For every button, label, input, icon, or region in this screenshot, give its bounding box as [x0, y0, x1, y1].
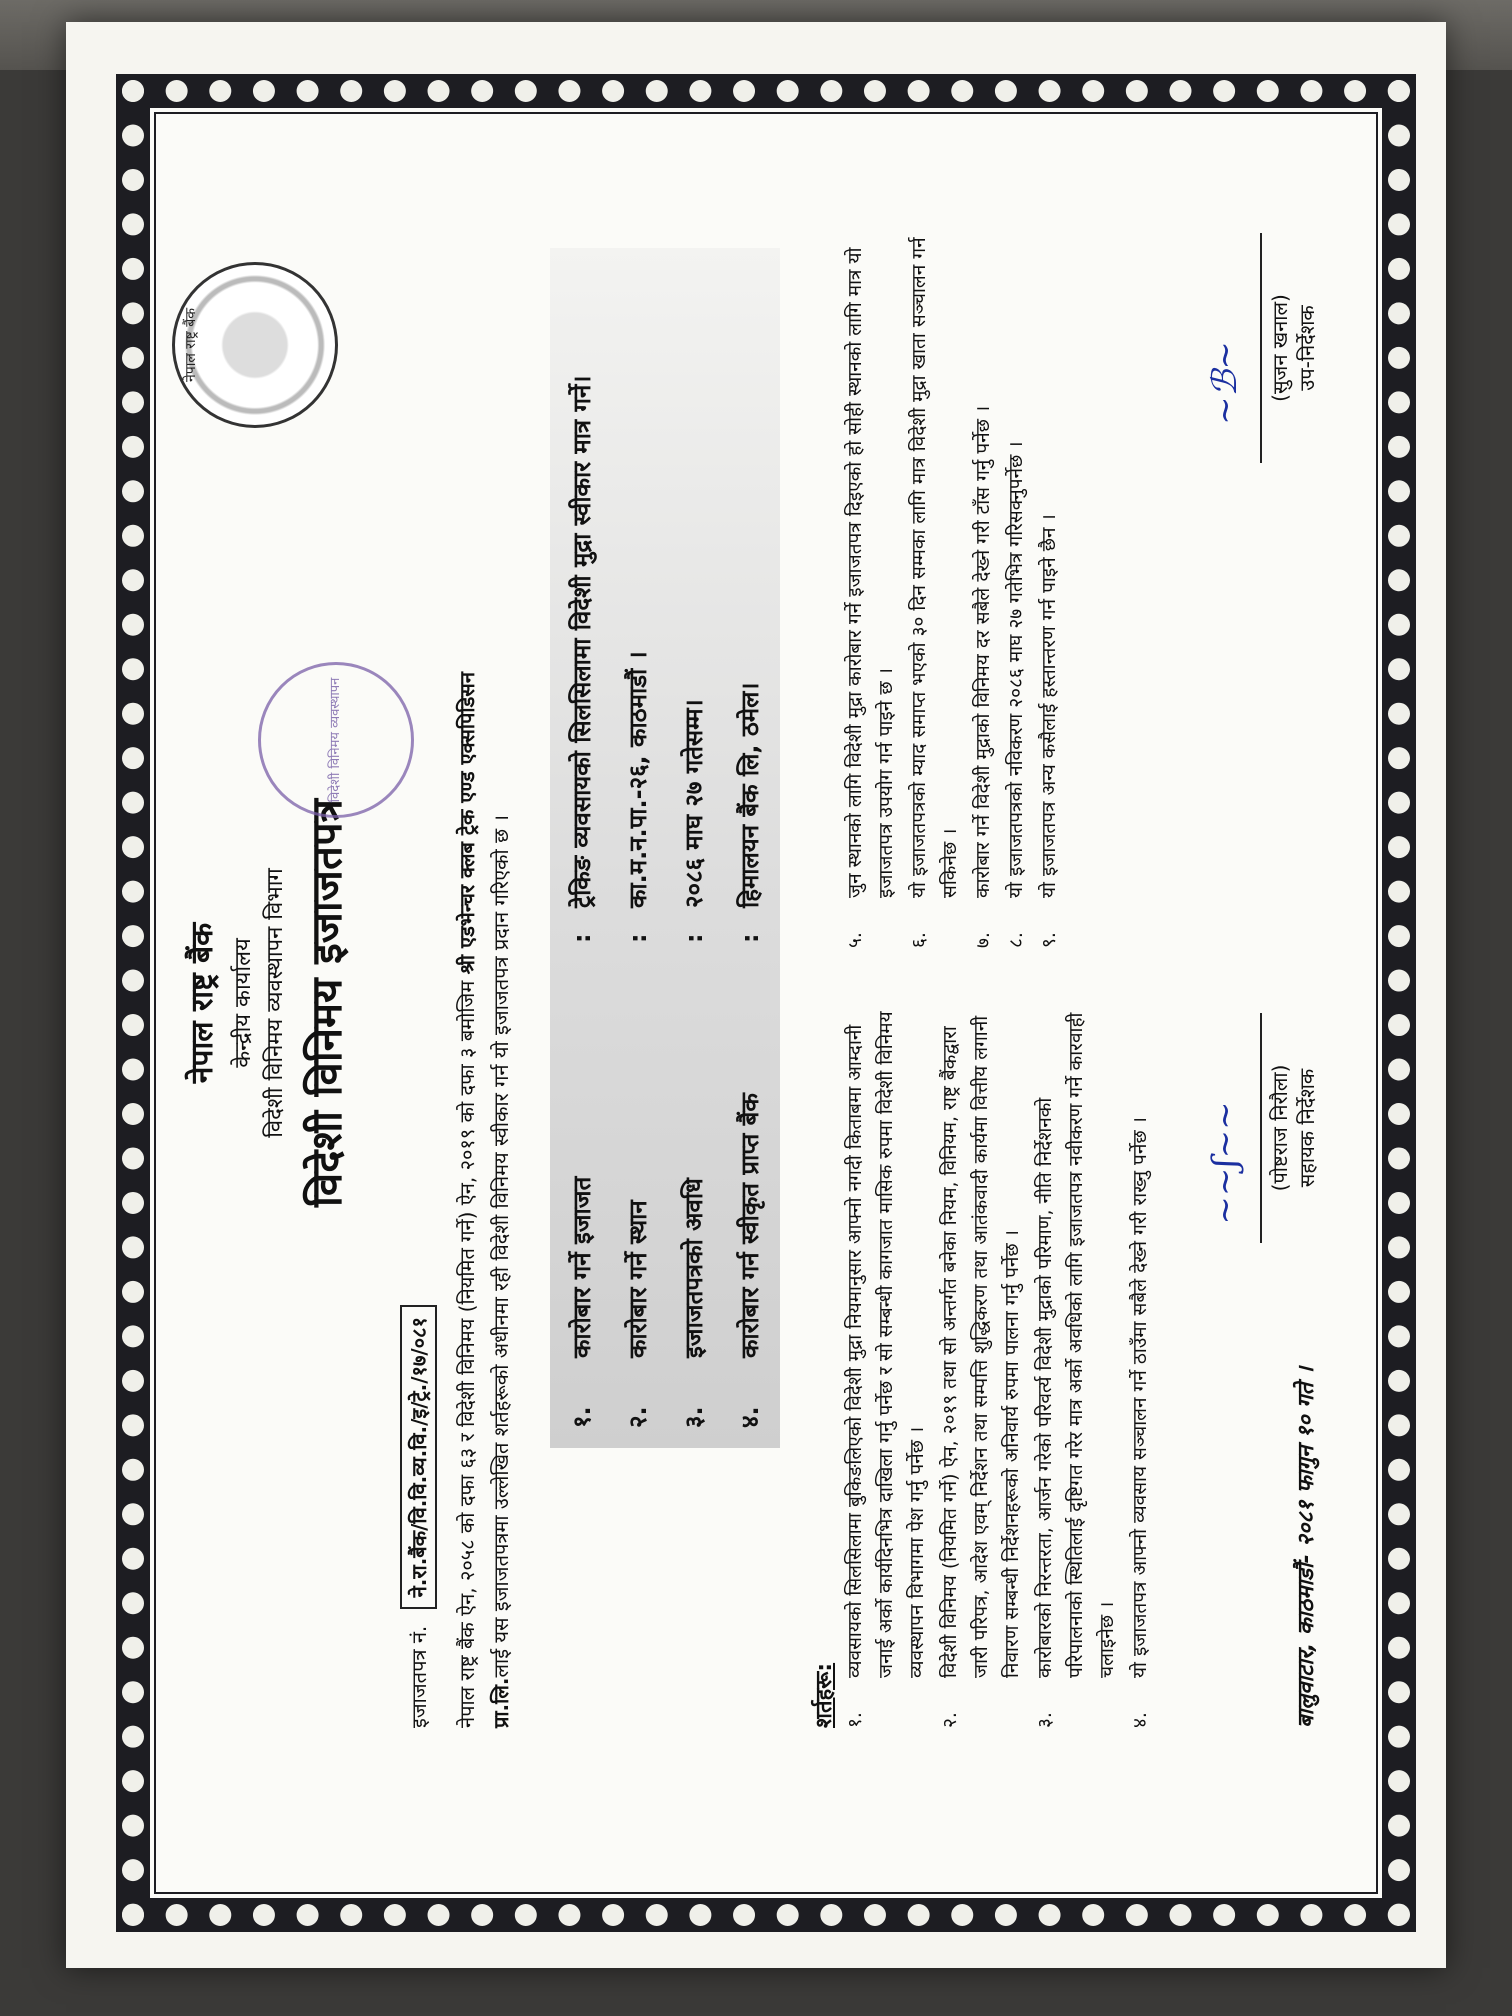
condition-text: विदेशी विनिमय (नियमित गर्ने) ऐन, २०१९ तथा सो अन्तर्गत बनेका नियम, विनियम, राष्ट्र बैंकद्वारा जारी परिपत्र, आदेश एवम् निर्देशन तथा सम्पत्ति शुद्धिकरण तथा आतंकवादी कार्यमा वित्तीय लगानी निवारण सम्बन्धी निर्देशनहरूको अनिवार्य रुपमा पालना गर्नु पर्नेछ ।	[939, 1015, 1023, 1678]
row-colon: :	[624, 933, 652, 943]
condition-number: ६.	[908, 932, 930, 948]
row-number: २.	[624, 1406, 652, 1428]
certificate-content	[150, 108, 1382, 1898]
condition-number: २.	[939, 1712, 961, 1728]
licensee-name-part1: श्री एडभेन्चर क्लब ट्रेक एण्ड एक्सपिडिसन	[455, 672, 479, 975]
signature-line	[1260, 1013, 1262, 1243]
condition-item	[840, 228, 902, 948]
condition-text: कारोबार गर्ने विदेशी मुद्राको विनिमय दर सबैले देख्ने गरी टाँस गर्नु पर्नेछ ।	[972, 405, 994, 898]
signatory-name: (पोष्टराज निरौला)	[1268, 1064, 1292, 1192]
condition-number: ८.	[1005, 932, 1027, 948]
department-stamp-icon	[258, 662, 414, 818]
conditions-right-column	[840, 228, 1067, 948]
condition-text: यो इजाजतपत्रको म्याद समाप्त भएको ३० दिन सम्मका लागि मात्र विदेशी मुद्रा खाता सञ्चालन गर्न सकिनेछ ।	[908, 237, 961, 898]
row-number: ४.	[736, 1406, 764, 1428]
signatory-title: उप-निर्देशक	[1295, 305, 1319, 391]
seal-text: नेपाल राष्ट्र बैंक	[183, 308, 199, 383]
issue-place-date: बालुवाटार, काठमाडौं- २०८१ फागुन १० गते ।	[1294, 1366, 1319, 1728]
conditions-left-column	[840, 1008, 1158, 1728]
signatory-title: सहायक निर्देशक	[1295, 1068, 1319, 1188]
table-row	[610, 248, 666, 1448]
condition-number: ४.	[1129, 1712, 1151, 1728]
row-colon: :	[680, 933, 708, 943]
paper-sheet	[66, 22, 1446, 1968]
row-value: ट्रेकिङ व्यवसायको सिलसिलामा विदेशी मुद्रा स्वीकार मात्र गर्ने।	[568, 375, 596, 908]
condition-item	[1030, 1008, 1123, 1728]
certificate-header	[170, 108, 354, 1898]
condition-item	[904, 228, 966, 948]
signature-line	[1260, 233, 1262, 463]
row-label: कारोबार गर्ने स्थान	[624, 1200, 652, 1358]
signature-block-right	[1190, 198, 1320, 498]
row-colon: :	[736, 933, 764, 943]
row-number: १.	[568, 1406, 596, 1428]
table-row	[554, 248, 610, 1448]
condition-item	[1125, 1008, 1156, 1728]
licensee-name-part2: प्रा.लि.	[489, 1677, 513, 1728]
condition-number: १.	[844, 1712, 866, 1728]
row-value: २०८६ माघ २७ गतेसम्म।	[680, 699, 708, 908]
intro-line2: लाई यस इजाजतपत्रमा उल्लेखित शर्तहरूको अधीनमा रही विदेशी विनिमय स्वीकार गर्न यो इजाजतपत्र प्रदान गरिएको छ ।	[489, 814, 513, 1678]
row-value: हिमालयन बैंक लि, ठमेल।	[736, 682, 764, 908]
certificate-title: विदेशी विनिमय इजाजतपत्र	[302, 799, 351, 1207]
condition-text: व्यवसायको सिलसिलामा बुकिङलिएको विदेशी मुद्रा नियमानुसार आफ्नो नगदी किताबमा आम्दानी जनाई अर्को कार्यदिनभित्र दाखिला गर्नु पर्नेछ र सो सम्बन्धी कागजात मासिक रुपमा विदेशी विनिमय व्यवस्थापन विभागमा पेश गर्नु पर्नेछ ।	[844, 1011, 928, 1678]
condition-item	[935, 1008, 1028, 1728]
condition-number: ५.	[844, 932, 866, 948]
office-name: केन्द्रीय कार्यालय	[231, 938, 256, 1068]
conditions-heading: शर्तहरू:	[812, 1662, 837, 1728]
permit-number-row	[400, 1305, 437, 1728]
condition-item	[840, 1008, 933, 1728]
condition-text: यो इजाजतपत्र अन्य कसैलाई हस्तान्तरण गर्न पाइने छैन ।	[1038, 514, 1060, 898]
condition-text: कारोबारको निरन्तरता, आर्जन गरेको परिवर्त्य विदेशी मुद्राको परिमाण, नीति निर्देशनको परिपालनाको स्थितिलाई दृष्टिगत गरेर मात्र अर्को अवधिको लागि इजाजतपत्र नवीकरण गर्ने कारवाही चलाइनेछ ।	[1034, 1012, 1118, 1678]
condition-number: ७.	[972, 932, 994, 948]
condition-item	[1034, 228, 1065, 948]
handwritten-signature-icon: ~~ʃ~~	[1205, 1101, 1245, 1225]
signature-block-left	[1190, 978, 1320, 1278]
table-row	[666, 248, 722, 1448]
signatory-name: (सुजन खनाल)	[1268, 294, 1292, 402]
condition-text: जुन स्थानको लागि विदेशी मुद्रा कारोबार गर्ने इजाजतपत्र दिइएको हो सोही स्थानको लागि मात्र यो इजाजतपत्र उपयोग गर्न पाइने छ ।	[844, 247, 897, 898]
condition-item	[1001, 228, 1032, 948]
stamp-text: विदेशी विनिमय व्यवस्थापन	[328, 677, 343, 803]
row-value: का.म.न.पा.-२६, काठमाडौं ।	[624, 651, 652, 908]
department-name: विदेशी विनिमय व्यवस्थापन विभाग	[263, 868, 288, 1138]
table-row	[722, 248, 778, 1448]
condition-number: ९.	[1038, 932, 1060, 948]
condition-text: यो इजाजतपत्र आफ्नो व्यवसाय सञ्चालन गर्ने ठाउँमा सबैले देख्ने गरी राख्नु पर्नेछ ।	[1129, 1117, 1151, 1678]
condition-item	[968, 228, 999, 948]
permit-details-table	[550, 248, 780, 1448]
row-label: इजाजतपत्रको अवधि	[680, 1178, 708, 1358]
intro-paragraph	[450, 248, 518, 1728]
permit-number-box: ने.रा.बैंक/वि.वि.व्य.वि./इ/ट्रे./१७/०८१	[400, 1305, 437, 1609]
handwritten-signature-icon: ~ℬ~	[1205, 341, 1245, 425]
condition-number: ३.	[1034, 1712, 1056, 1728]
condition-text: यो इजाजतपत्रको नविकरण २०८६ माघ २७ गतेभित्र गरिसक्नुपर्नेछ ।	[1005, 441, 1027, 898]
organization-name: नेपाल राष्ट्र बैंक	[185, 922, 220, 1084]
row-number: ३.	[680, 1406, 708, 1428]
row-colon: :	[568, 933, 596, 943]
row-label: कारोबार गर्ने इजाजत	[568, 1176, 596, 1358]
row-label: कारोबार गर्न स्वीकृत प्राप्त बैंक	[736, 1093, 764, 1358]
intro-line1: नेपाल राष्ट्र बैंक ऐन, २०५८ को दफा ६३ र विदेशी विनिमय (नियमित गर्ने) ऐन, २०१९ को दफा ३ बमोजिम	[455, 974, 479, 1728]
permit-number-label: इजाजतपत्र नं.	[407, 1625, 431, 1728]
decorative-border	[116, 74, 1416, 1932]
